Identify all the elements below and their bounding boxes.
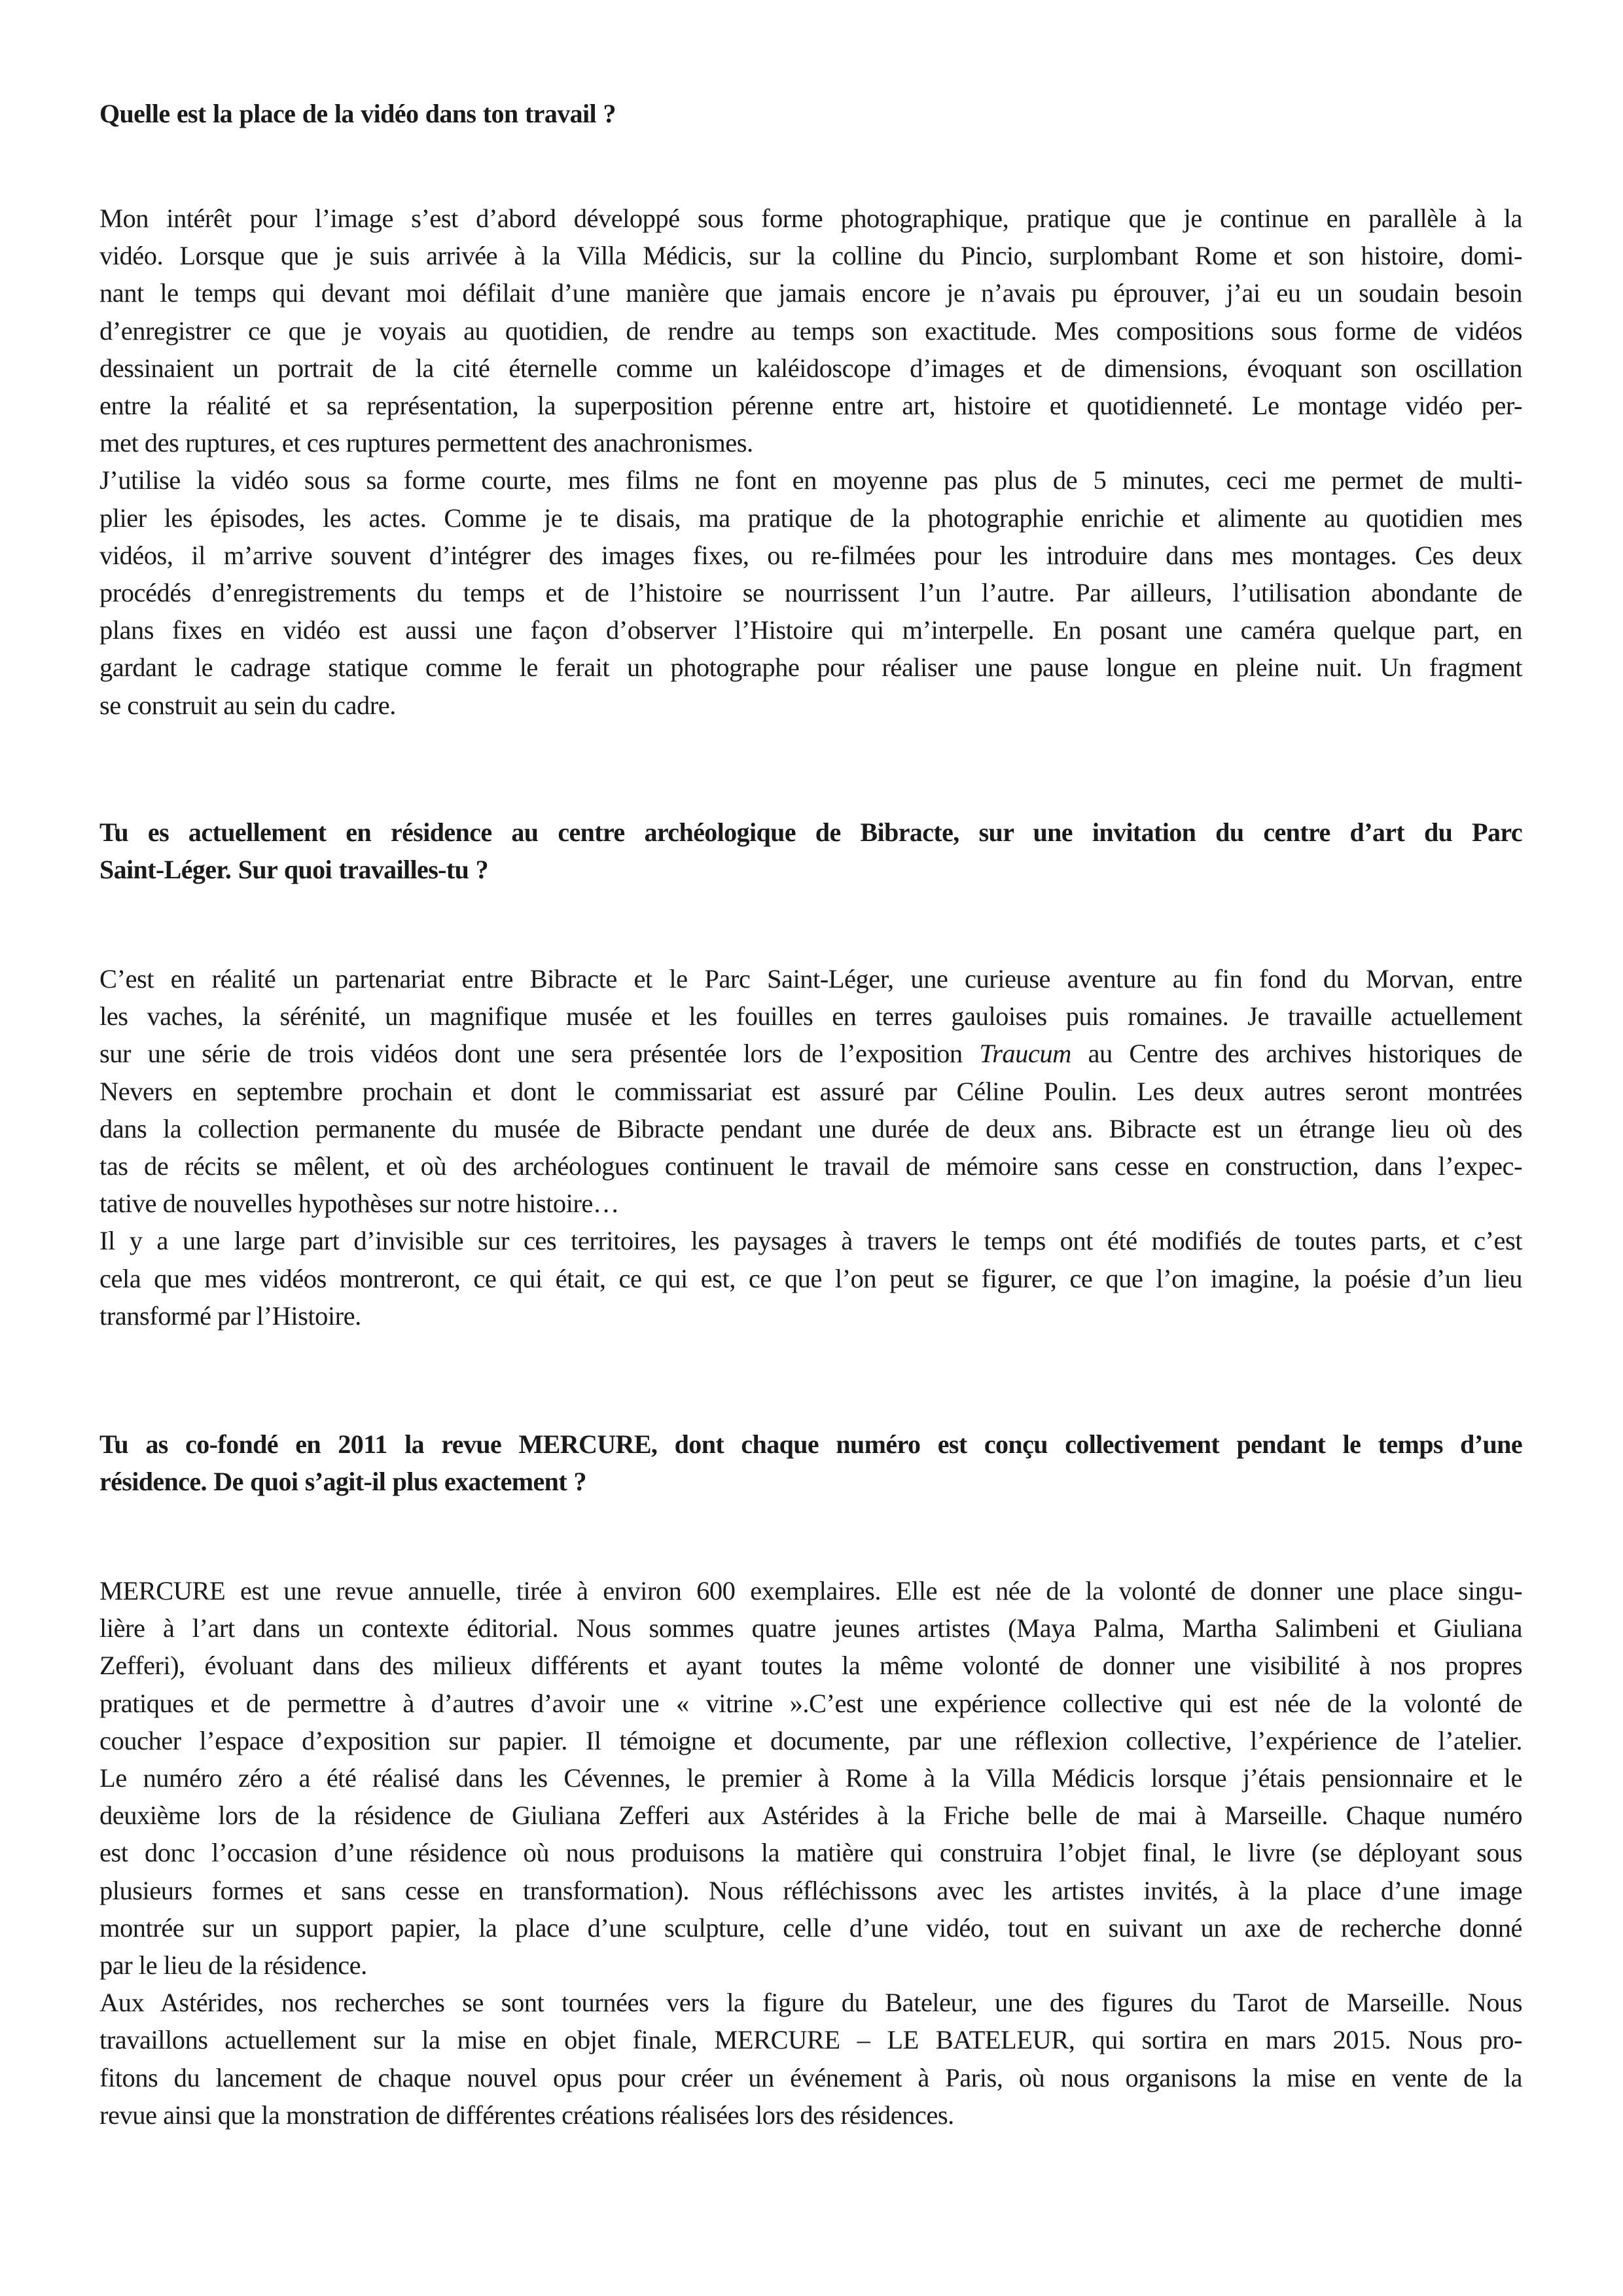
answer-line: nant le temps qui devant moi défilait d’une manière que jamais encore je n’avais pu éprouver, j’ai eu un soudain besoin (99, 278, 1522, 308)
question-3-line: résidence. De quoi s’agit-il plus exactement ? (99, 1467, 586, 1496)
answer-line: vidéo. Lorsque que je suis arrivée à la Villa Médicis, sur la colline du Pincio, surplombant Rome et son histoire, domi- (99, 241, 1522, 271)
answer-line: revue ainsi que la monstration de différentes créations réalisées lors des résidences. (99, 2100, 954, 2130)
answer-line: tative de nouvelles hypothèses sur notre histoire… (99, 1189, 619, 1219)
answer-line: transformé par l’Histoire. (99, 1300, 361, 1331)
answer-line: gardant le cadrage statique comme le ferait un photographe pour réaliser une pause longue en pleine nuit. Un fragment (99, 653, 1522, 683)
answer-line (99, 1035, 1522, 1072)
answer-line: vidéos, il m’arrive souvent d’intégrer des images fixes, ou re-filmées pour les introduire dans mes montages. Ces deux (99, 540, 1522, 570)
answer-line: dans la collection permanente du musée de Bibracte pendant une durée de deux ans. Bibracte est un étrange lieu où des (99, 1113, 1522, 1143)
answer-line: Nevers en septembre prochain et dont le commissariat est assuré par Céline Poulin. Les deux autres seront montrées (99, 1076, 1522, 1106)
question-3 (99, 1426, 1522, 1500)
question-1 (99, 95, 1522, 132)
answer-line: plier les épisodes, les actes. Comme je te disais, ma pratique de la photographie enrichie et alimente au quotidien mes (99, 503, 1522, 533)
answer-line: J’utilise la vidéo sous sa forme courte, mes films ne font en moyenne pas plus de 5 minutes, ceci me permet de multi- (99, 465, 1522, 495)
answer-line: pratiques et de permettre à d’autres d’avoir une « vitrine ».C’est une expérience collective qui est née de la volonté de (99, 1688, 1522, 1718)
answer-line: C’est en réalité un partenariat entre Bibracte et le Parc Saint-Léger, une curieuse aventure au fin fond du Morvan, entre (99, 964, 1522, 994)
answer-line: lière à l’art dans un contexte éditorial. Nous sommes quatre jeunes artistes (Maya Palma, Martha Salimbeni et Giuliana (99, 1613, 1522, 1643)
question-2 (99, 814, 1522, 888)
answer-line: plans fixes en vidéo est aussi une façon d’observer l’Histoire qui m’interpelle. En posant une caméra quelque part, en (99, 615, 1522, 645)
answer-3 (99, 1572, 1522, 2134)
answer-line: coucher l’espace d’exposition sur papier. Il témoigne et documente, par une réflexion collective, l’expérience de l’atelier. (99, 1725, 1522, 1755)
answer-line-start: sur une série de trois vidéos dont une sera présentée lors de l’exposition (99, 1039, 980, 1069)
answer-line: se construit au sein du cadre. (99, 690, 396, 720)
question-2-line: Tu es actuellement en résidence au centre archéologique de Bibracte, sur une invitation du centre d’art du Parc (99, 817, 1522, 847)
answer-line: fitons du lancement de chaque nouvel opus pour créer un événement à Paris, où nous organisons la mise en vente de la (99, 2062, 1522, 2092)
answer-line: tas de récits se mêlent, et où des archéologues continuent le travail de mémoire sans cesse en construction, dans l’expec- (99, 1151, 1522, 1181)
answer-line: met des ruptures, et ces ruptures permettent des anachronismes. (99, 428, 753, 458)
answer-line: est donc l’occasion d’une résidence où nous produisons la matière qui construira l’objet final, le livre (se déployant sous (99, 1838, 1522, 1868)
answer-2 (99, 960, 1522, 1335)
answer-line: Aux Astérides, nos recherches se sont tournées vers la figure du Bateleur, une des figures du Tarot de Marseille. Nous (99, 1988, 1522, 2018)
answer-1 (99, 200, 1522, 724)
question-1-text: Quelle est la place de la vidéo dans ton travail ? (99, 99, 616, 128)
answer-line: d’enregistrer ce que je voyais au quotidien, de rendre au temps son exactitude. Mes compositions sous forme de vidéos (99, 315, 1522, 346)
answer-line: plusieurs formes et sans cesse en transformation). Nous réfléchissons avec les artistes invités, à la place d’une image (99, 1875, 1522, 1905)
answer-line-end: au Centre des archives historiques de (1071, 1039, 1523, 1069)
answer-line: les vaches, la sérénité, un magnifique musée et les fouilles en terres gauloises puis romaines. Je travaille actuellement (99, 1001, 1522, 1031)
answer-line: par le lieu de la résidence. (99, 1950, 367, 1981)
answer-line: Mon intérêt pour l’image s’est d’abord développé sous forme photographique, pratique que je continue en parallèle à la (99, 204, 1522, 233)
answer-line: cela que mes vidéos montreront, ce qui était, ce qui est, ce que l’on peut se figurer, ce que l’on imagine, la poésie d’un lieu (99, 1263, 1522, 1293)
answer-line: MERCURE est une revue annuelle, tirée à environ 600 exemplaires. Elle est née de la volonté de donner une place singu- (99, 1576, 1522, 1605)
answer-line: dessinaient un portrait de la cité éternelle comme un kaléidoscope d’images et de dimensions, évoquant son oscillation (99, 353, 1522, 383)
answer-line: entre la réalité et sa représentation, la superposition pérenne entre art, histoire et quotidienneté. Le montage vidéo per- (99, 391, 1522, 421)
answer-line: montrée sur un support papier, la place d’une sculpture, celle d’une vidéo, tout en suivant un axe de recherche donné (99, 1912, 1522, 1943)
question-3-line: Tu as co-fondé en 2011 la revue MERCURE, dont chaque numéro est conçu collectivement pendant le temps d’une (99, 1429, 1522, 1459)
answer-line: deuxième lors de la résidence de Giuliana Zefferi aux Astérides à la Friche belle de mai à Marseille. Chaque numéro (99, 1801, 1522, 1831)
answer-line: Il y a une large part d’invisible sur ces territoires, les paysages à travers le temps ont été modifiés de toutes parts, et c’est (99, 1226, 1522, 1256)
exhibition-title: Traucum (979, 1039, 1071, 1069)
answer-line: travaillons actuellement sur la mise en objet finale, MERCURE – LE BATELEUR, qui sortira en mars 2015. Nous pro- (99, 2025, 1522, 2055)
answer-line: Zefferi), évoluant dans des milieux différents et ayant toutes la même volonté de donner une visibilité à nos propres (99, 1651, 1522, 1681)
question-2-line: Saint-Léger. Sur quoi travailles-tu ? (99, 855, 489, 884)
answer-line: Le numéro zéro a été réalisé dans les Cévennes, le premier à Rome à la Villa Médicis lorsque j’étais pensionnaire et le (99, 1763, 1522, 1793)
answer-line: procédés d’enregistrements du temps et de l’histoire se nourrissent l’un l’autre. Par ailleurs, l’utilisation abondante de (99, 578, 1522, 608)
